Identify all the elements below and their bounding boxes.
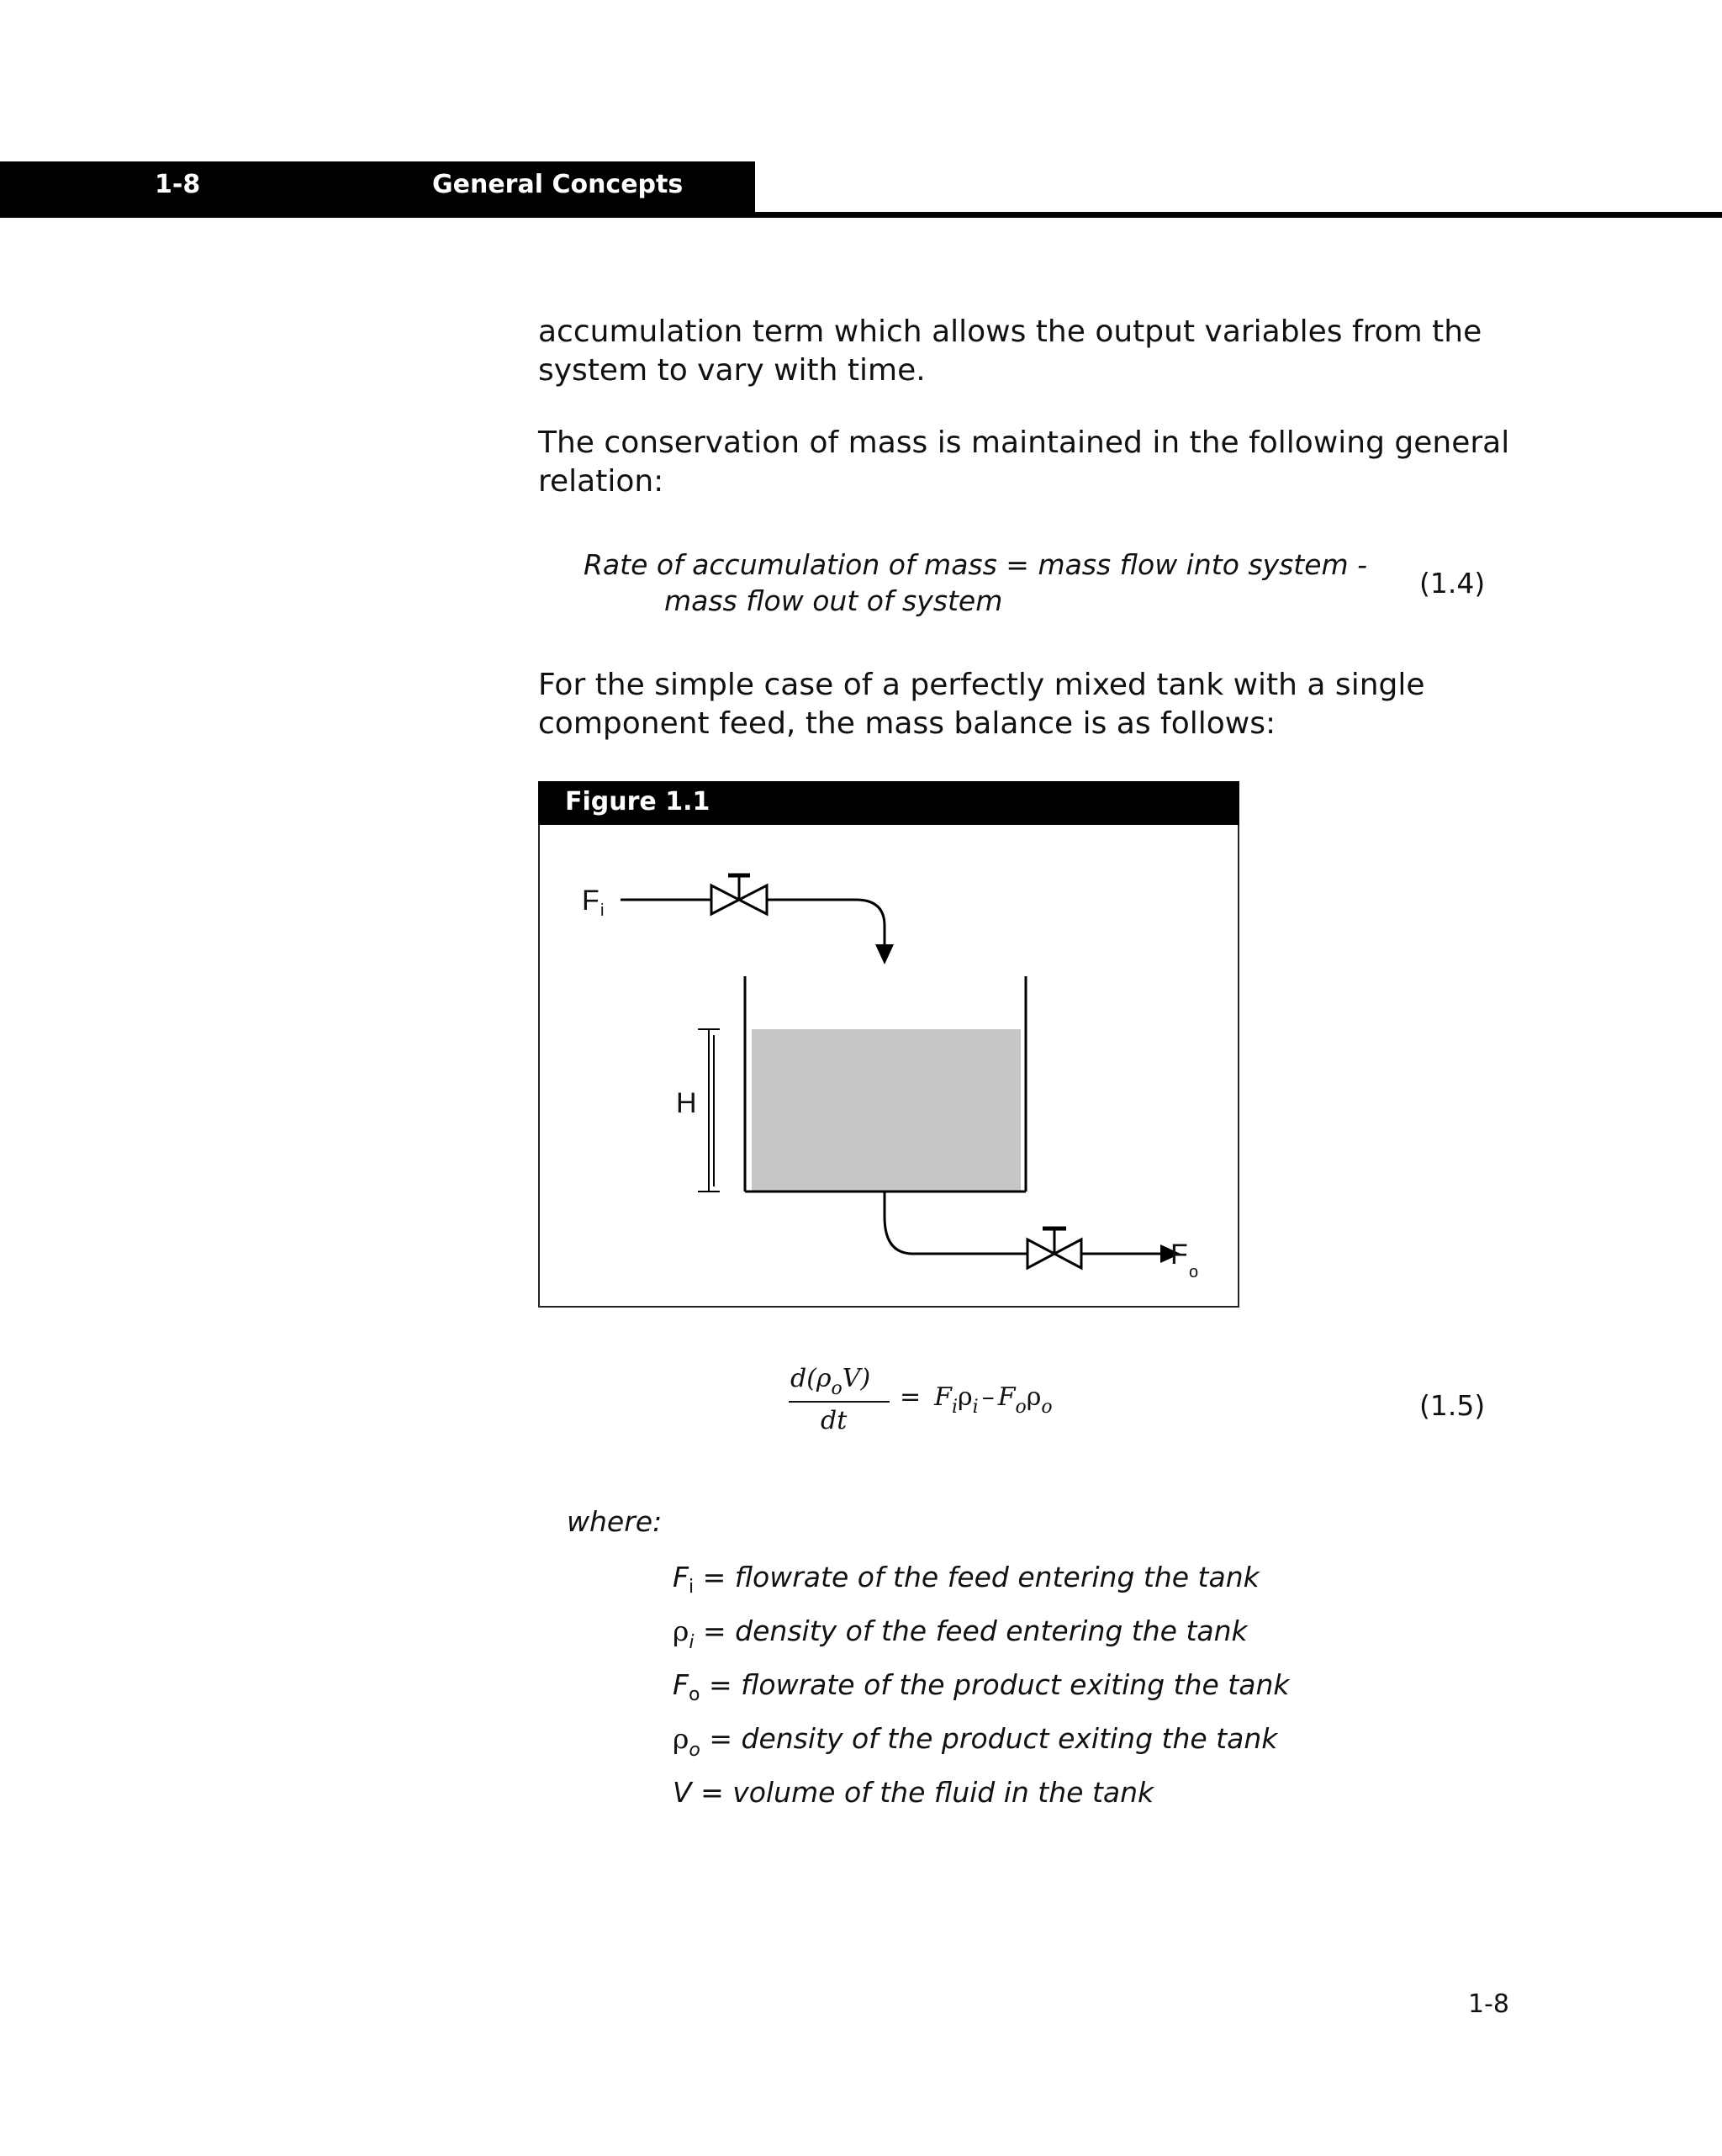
header-page-number: 1-8 (155, 170, 201, 199)
fraction-bar (789, 1401, 890, 1403)
equation-1-4-line1: Rate of accumulation of mass = mass flow into system - (584, 548, 1368, 581)
equation-1-5-number: (1.5) (1419, 1389, 1486, 1422)
outlet-label-sub: o (1189, 1263, 1199, 1281)
equation-1-4-line2: mass flow out of system (664, 584, 1003, 617)
header-rule (0, 212, 1722, 218)
height-dimension (698, 1029, 720, 1192)
paragraph-conservation: The conservation of mass is maintained in the following general relation: (538, 425, 1510, 499)
definition-rho-i: $\rho_i$ = density of the feed entering the tank (673, 1614, 1248, 1653)
equation-1-5-rhs: = $F_i\rho_i - F_o\rho_o$ (900, 1382, 1053, 1418)
definition-fi: $F_i$ = flowrate of the feed entering the tank (673, 1561, 1260, 1598)
inlet-arrow-icon (875, 944, 894, 964)
outlet-label: F (1170, 1239, 1188, 1271)
tank-liquid (752, 1029, 1021, 1191)
footer-page-number: 1-8 (1468, 1990, 1509, 2019)
inlet-valve-icon (711, 875, 767, 914)
equation-1-5-numerator: $d(\rho_oV)$ (790, 1364, 871, 1399)
figure-title: Figure 1.1 (565, 787, 710, 816)
equation-1-5-denominator: dt (821, 1406, 848, 1435)
paragraph-mixed-tank: For the simple case of a perfectly mixed tank with a single component feed, the mass balance is as follows: (538, 668, 1425, 741)
equation-1-4-number: (1.4) (1419, 567, 1486, 600)
definition-v: V = volume of the fluid in the tank (673, 1776, 1154, 1809)
tank-diagram (538, 825, 1239, 1306)
definition-fo: $F_o$ = flowrate of the product exiting the tank (673, 1668, 1290, 1705)
where-label: where: (567, 1505, 663, 1538)
header-section-title: General Concepts (432, 170, 684, 199)
outlet-pipe (885, 1192, 1162, 1254)
height-label: H (676, 1087, 697, 1119)
definition-rho-o: $\rho_o$ = density of the product exiting the tank (673, 1722, 1278, 1761)
inlet-label-sub: i (600, 901, 605, 920)
outlet-valve-icon (1027, 1229, 1081, 1268)
inlet-label: F (582, 885, 600, 917)
paragraph-accumulation: accumulation term which allows the output variables from the system to vary with time. (538, 314, 1482, 388)
